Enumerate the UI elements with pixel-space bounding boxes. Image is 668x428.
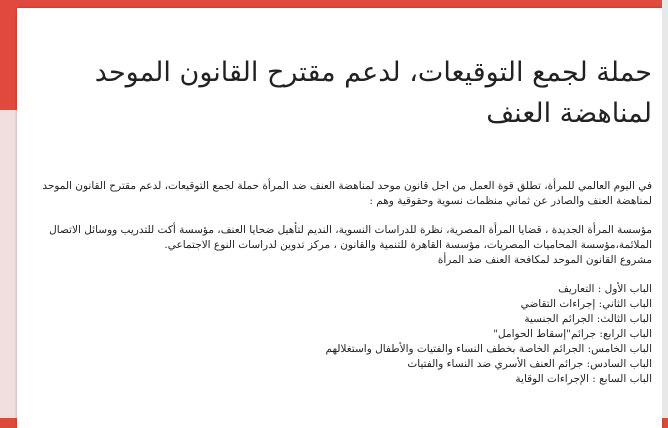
scrollbar-track[interactable]: [662, 0, 668, 418]
paragraph-spacer: [31, 209, 652, 223]
chapter-item: الباب الخامس: الجرائم الخاصة بخطف النساء والفتيات والأطفال واستغلالهم: [325, 343, 652, 355]
chapter-item: الباب الأول : التعاريف: [558, 283, 652, 295]
chapters-list: [31, 282, 652, 387]
paragraph-spacer: [31, 268, 652, 282]
chapter-item: الباب السابع : الإجراءات الوقاية: [515, 373, 652, 385]
chapter-item: الباب الرابع: جرائم"إسقاط الحوامل": [493, 328, 652, 340]
organizations-paragraph: مؤسسة المرأة الجديدة ، قضايا المرأة المصرية، نظرة للدراسات النسوية، النديم لتأهيل ضحايا العنف، مؤسسة أكت للتدريب ووسائل الاتصال الملائمة،مؤسسة المحاميات المصريات، مؤسسة القاهرة للتنمية والقانون ، مركز تدوين لدراسات النوع الاجتماعي.: [49, 224, 652, 251]
project-line: مشروع القانون الموحد لمكافحة العنف ضد المرأة: [437, 254, 652, 266]
post-title: حملة لجمع التوقيعات، لدعم مقترح القانون الموحد لمناهضة العنف: [94, 57, 652, 129]
post-body: [31, 179, 652, 387]
post-card: [17, 8, 662, 428]
post-content: [31, 8, 652, 387]
intro-paragraph: في اليوم العالمي للمرأة، تطلق قوة العمل من اجل قانون موحد لمناهضة العنف ضد المرأة حملة لجمع التوقيعات، لدعم مقترح القانون الموحد لمناهضة العنف والصادر عن ثماني منظمات نسوية وحقوقية وهم :: [42, 180, 652, 207]
chapter-item: الباب الثالث: الجرائم الجنسية: [524, 313, 652, 325]
chapter-item: الباب السادس: جرائم العنف الأسري ضد النساء والفتيات: [407, 358, 652, 370]
chapter-item: الباب الثاني: إجراءات التقاضي: [520, 298, 652, 310]
